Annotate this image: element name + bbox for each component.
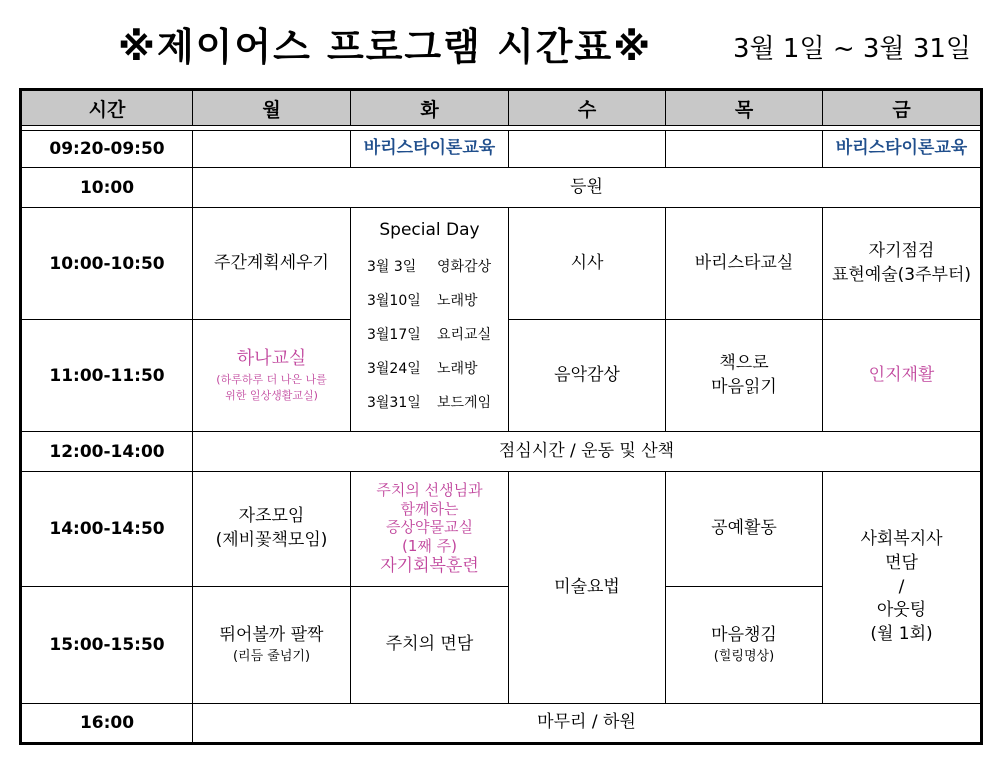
special-day-cell [351, 208, 509, 432]
cell-jump-rope: 뛰어볼까 팔짝 (리듬 줄넘기) [193, 587, 351, 704]
header-mon: 월 [193, 90, 351, 126]
cell-social-worker: 사회복지사 면담 / 아웃팅 (월 1회) [823, 472, 982, 704]
cell-empty [509, 131, 666, 168]
cell-dismissal: 마무리 / 하원 [193, 704, 982, 744]
time-cell: 12:00-14:00 [21, 432, 193, 472]
schedule-table [19, 88, 983, 745]
cell-self-check: 자기점검 표현예술(3주부터) [823, 208, 982, 320]
cell-crafts: 공예활동 [666, 472, 823, 587]
table-row [21, 432, 982, 472]
special-day-title: Special Day [379, 219, 480, 240]
cell-weekly-plan: 주간계획세우기 [193, 208, 351, 320]
table-row [21, 131, 982, 168]
table-row [21, 704, 982, 744]
cell-self-help: 자조모임 (제비꽃책모임) [193, 472, 351, 587]
table-row [21, 472, 982, 587]
cell-barista-theory: 바리스타이론교육 [823, 131, 982, 168]
header-time: 시간 [21, 90, 193, 126]
time-cell: 11:00-11:50 [21, 320, 193, 432]
time-cell: 15:00-15:50 [21, 587, 193, 704]
cell-music: 음악감상 [509, 320, 666, 432]
header-row [21, 90, 982, 126]
cell-barista-theory: 바리스타이론교육 [351, 131, 509, 168]
cell-empty [193, 131, 351, 168]
cell-current-affairs: 시사 [509, 208, 666, 320]
time-cell: 10:00 [21, 168, 193, 208]
cell-mindfulness: 마음챙김 (힐링명상) [666, 587, 823, 704]
time-cell: 14:00-14:50 [21, 472, 193, 587]
cell-barista-class: 바리스타교실 [666, 208, 823, 320]
header-wed: 수 [509, 90, 666, 126]
cell-hana-class: 하나교실 (하루하루 더 나은 나를 위한 일상생활교실) [193, 320, 351, 432]
cell-cognitive-rehab: 인지재활 [823, 320, 982, 432]
table-row [21, 208, 982, 320]
header-fri: 금 [823, 90, 982, 126]
cell-art-therapy: 미술요법 [509, 472, 666, 704]
special-day-item: 3월31일 보드게임 [367, 394, 492, 411]
time-cell: 09:20-09:50 [21, 131, 193, 168]
date-range: 3월 1일 ~ 3월 31일 [733, 34, 972, 64]
special-day-item: 3월10일 노래방 [367, 292, 478, 309]
cell-book-reading: 책으로 마음읽기 [666, 320, 823, 432]
time-cell: 10:00-10:50 [21, 208, 193, 320]
cell-empty [666, 131, 823, 168]
page-title: ※제이어스 프로그램 시간표※ [118, 25, 653, 69]
cell-arrival: 등원 [193, 168, 982, 208]
header-thu: 목 [666, 90, 823, 126]
special-day-item: 3월17일 요리교실 [367, 326, 492, 343]
cell-lunch: 점심시간 / 운동 및 산책 [193, 432, 982, 472]
special-day-item: 3월24일 노래방 [367, 360, 478, 377]
cell-medication-class: 주치의 선생님과 함께하는 증상약물교실 (1째 주) 자기회복훈련 [351, 472, 509, 587]
header-tue: 화 [351, 90, 509, 126]
cell-doctor-interview: 주치의 면담 [351, 587, 509, 704]
table-row [21, 168, 982, 208]
time-cell: 16:00 [21, 704, 193, 744]
special-day-item: 3월 3일 영화감상 [367, 258, 492, 275]
